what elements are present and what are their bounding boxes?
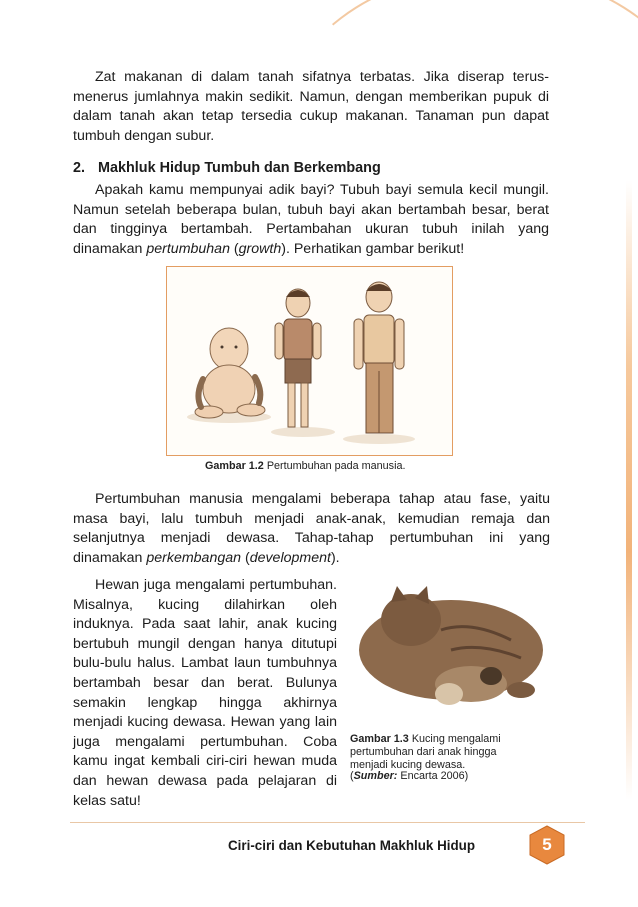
- figure-1-2-caption: [205, 460, 405, 473]
- decorative-side-band: [626, 180, 632, 800]
- figure-1-3-caption: [350, 733, 536, 772]
- growth-text-b: (: [229, 240, 239, 257]
- paragraph-animals-text: Hewan juga mengalami pertumbuhan. Misalnya, kucing dilahirkan oleh induknya. Pada saat lahir, anak kucing bertubuh mungil dengan hanya ditutupi bulu-bulu halus. Lambat laun tumbuhnya bertambah besar dan berat. Bulunya semakin lengkap hingga akhirnya menjadi kucing dewasa. Hewan yang lain juga mengalami pertumbuhan. Coba kamu ingat kembali ciri-ciri hewan muda dan hewan dewasa pada pelajaran di kelas satu!: [73, 577, 337, 809]
- paragraph-nutrients: [73, 68, 549, 146]
- cat-with-kitten-photo: [351, 580, 547, 717]
- cat-figure: [351, 580, 547, 717]
- source-label: Sumber:: [353, 770, 398, 782]
- growth-term: pertumbuhan: [146, 240, 230, 257]
- figure-1-2-caption-text: Pertumbuhan pada manusia.: [263, 460, 406, 472]
- child-figure: [275, 289, 321, 427]
- section-title: Makhluk Hidup Tumbuh dan Berkembang: [98, 160, 381, 176]
- paragraph-growth: [73, 181, 549, 259]
- development-text-b: (: [241, 549, 250, 566]
- development-text-c: ).: [330, 549, 340, 566]
- figure-1-3-label: Gambar 1.3: [350, 733, 409, 745]
- child-shadow: [271, 427, 335, 437]
- source-text: Encarta 2006): [397, 770, 469, 782]
- development-text-a: Pertumbuhan manusia mengalami beberapa tahap atau fase, yaitu masa bayi, lalu tumbuh menjadi anak-anak, kemudian remaja dan selanjutnya menjadi dewasa. Tahap-tahap pertumbuhan ini yang dinamakan: [73, 491, 550, 566]
- figure-1-2-label: Gambar 1.2: [205, 460, 264, 472]
- paragraph-nutrients-text: Zat makanan di dalam tanah sifatnya terbatas. Jika diserap terus-menerus jumlahnya makin sedikit. Namun, dengan memberikan pupuk di dalam tanah akan tetap tersedia cukup makanan. Tanaman pun dapat tumbuh dengan subur.: [73, 69, 549, 144]
- paragraph-animals: [73, 576, 337, 811]
- human-growth-illustration: [167, 267, 452, 455]
- section-heading: [73, 160, 381, 176]
- growth-term-en: growth: [238, 240, 282, 257]
- paragraph-development-text: [73, 490, 550, 568]
- footer-chapter-title: Ciri-ciri dan Kebutuhan Makhluk Hidup: [228, 838, 475, 853]
- paragraph-growth-text: [73, 181, 549, 259]
- human-growth-figure: [166, 266, 453, 456]
- section-number: 2.: [73, 160, 86, 176]
- figure-1-3-caption-text: Kucing mengalami pertumbuhan dari anak hingga menjadi kucing dewasa.: [350, 733, 501, 771]
- teen-figure: [354, 282, 404, 433]
- baby-figure: [195, 328, 265, 418]
- paragraph-development: [73, 490, 550, 568]
- page-number: 5: [542, 835, 552, 854]
- growth-text-c: ). Perhatikan gambar berikut!: [281, 240, 465, 257]
- development-term-en: development: [249, 549, 331, 566]
- source-prefix: (: [350, 770, 354, 782]
- growth-text-a: Apakah kamu mempunyai adik bayi? Tubuh bayi semula kecil mungil. Namun setelah beberapa bulan, tubuh bayi akan bertambah besar, berat dan tingginya bertambah. Pertambahan ukuran tubuh inilah yang dinamakan: [73, 182, 549, 257]
- figure-1-3-source: [350, 770, 468, 783]
- teen-shadow: [343, 434, 415, 444]
- development-term: perkembangan: [146, 549, 242, 566]
